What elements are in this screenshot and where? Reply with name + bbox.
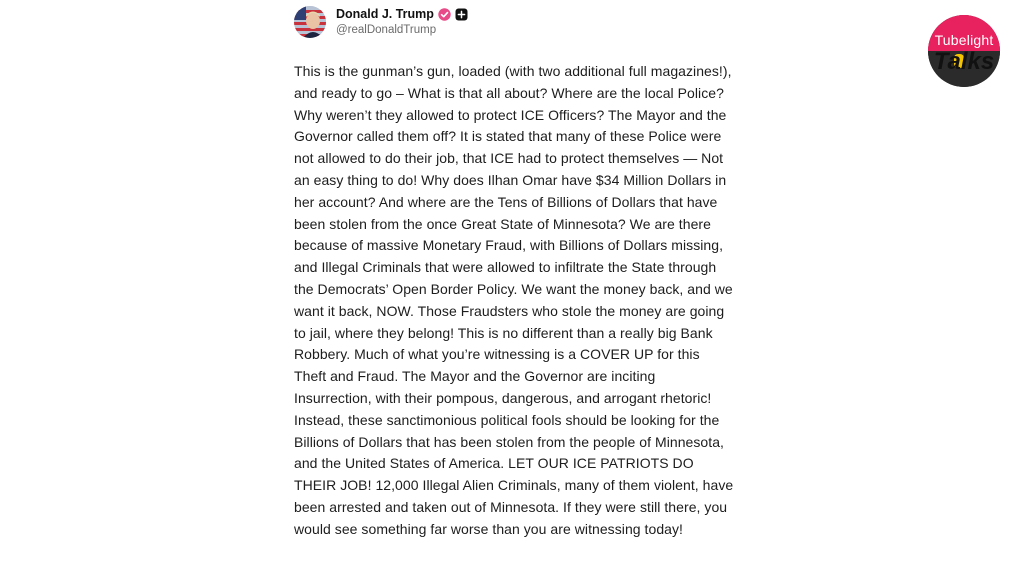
post-body-text: This is the gunman’s gun, loaded (with two additional full magazines!), and ready to go – What is that all about? Where are the local Police? Why weren’t they allowed to protect ICE Officers? The Mayor and the Governor called them off? It is stated that many of these Police were not allowed to do their job, that ICE had to protect themselves — Not an easy thing to do! Why does Ilhan Omar have $34 Million Dollars in her account? And where are the Tens of Billions of Dollars that have been stolen from the once Great State of Minnesota? We are there because of massive Monetary Fraud, with Billions of Dollars missing, and Illegal Criminals that were allowed to infiltrate the State through the Democrats’ Open Border Policy. We want the money back, and we want it back, NOW. Those Fraudsters who stole the money are going to jail, where they belong! This is no different than a really big Bank Robbery. Much of what you’re witnessing is a COVER UP for this Theft and Fraud. The Mayor and the Governor are inciting Insurrection, with their pompous, dangerous, and arrogant rhetoric! Instead, these sanctimonious political fools should be looking for the Billions of Dollars that has been stolen from the people of Minnesota, and the United States of America. LET OUR ICE PATRIOTS DO THEIR JOB! 12,000 Illegal Alien Criminals, many of them violent, have been arrested and taken out of Minnesota. If they were still there, you would see something far worse than you are witnessing today! xyxy=(294,63,734,537)
follow-plus-icon[interactable] xyxy=(455,8,468,21)
author-handle[interactable]: @realDonaldTrump xyxy=(336,23,437,36)
tubelight-talks-logo-icon xyxy=(924,14,1004,88)
author-name-row xyxy=(336,7,468,22)
logo-line2: Talks xyxy=(933,48,995,75)
post-card xyxy=(294,4,734,537)
author-info xyxy=(336,7,468,38)
post-header xyxy=(294,4,734,40)
verified-badge-icon xyxy=(438,8,451,21)
author-display-name[interactable]: Donald J. Trump xyxy=(336,6,434,21)
logo-line1: Tubelight xyxy=(934,32,994,48)
profile-photo-flag-icon[interactable] xyxy=(294,6,326,38)
